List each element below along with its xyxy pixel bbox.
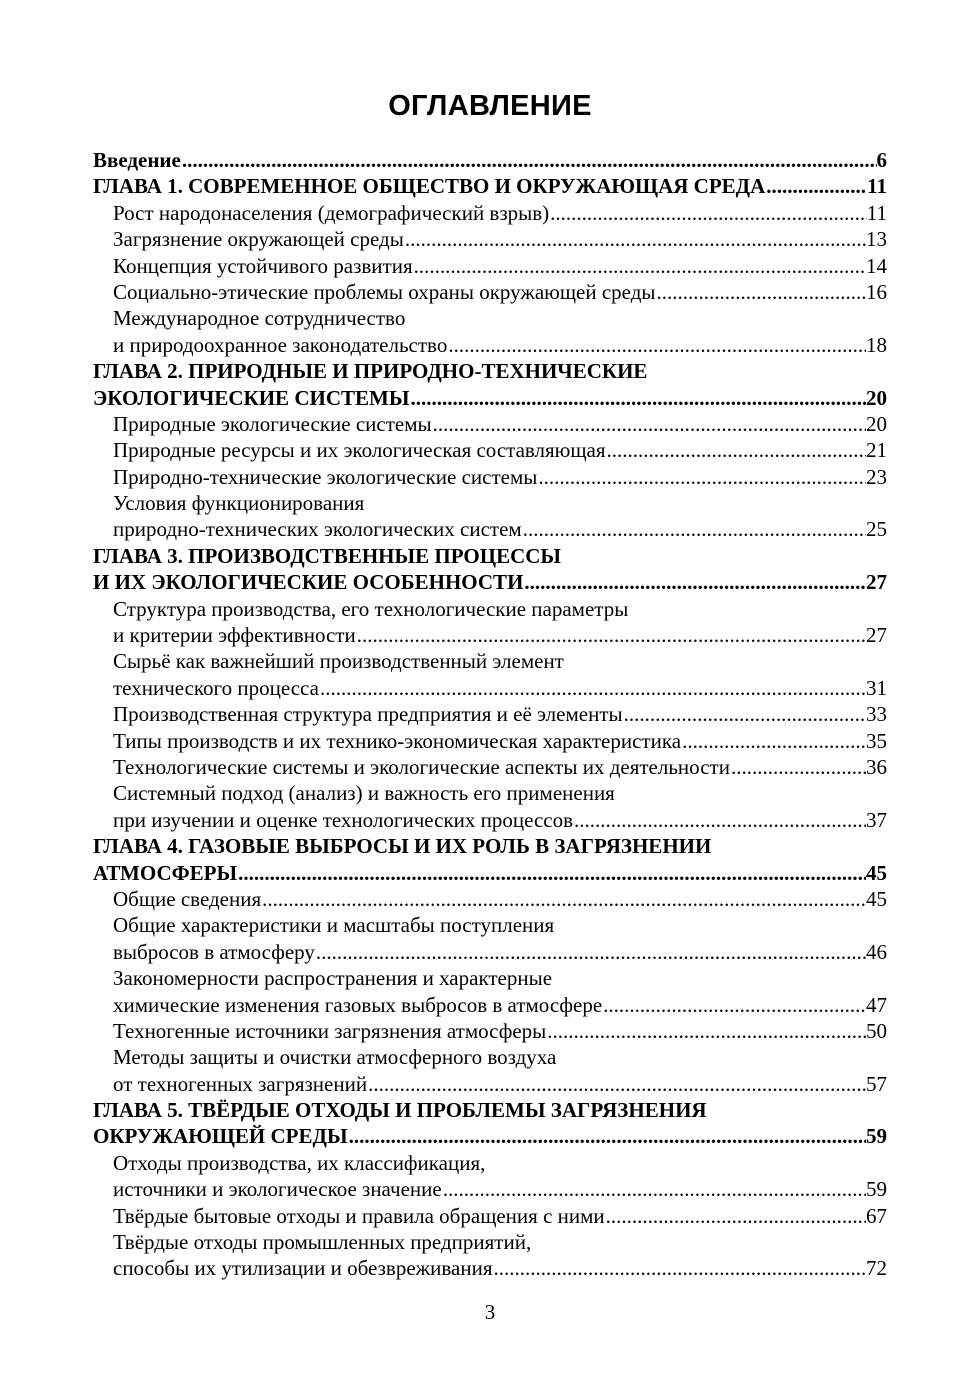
toc-entry — [93, 279, 887, 305]
toc-entry-title: источники и экологическое значение — [113, 1177, 442, 1202]
toc-page-number: 18 — [866, 332, 887, 357]
toc-entry-title: Отходы производства, их классификация, — [113, 1150, 486, 1175]
toc-entry-line — [93, 543, 887, 569]
dot-leader — [413, 253, 866, 279]
toc-entry-title: АТМОСФЕРЫ — [93, 860, 238, 885]
toc-page-number: 37 — [866, 807, 887, 832]
toc-entry-title: от техногенных загрязнений — [113, 1071, 368, 1096]
toc-page-number: 45 — [866, 886, 887, 911]
toc-entry — [93, 200, 887, 226]
toc-page-number: 59 — [866, 1177, 887, 1202]
toc-entry-title: Твёрдые бытовые отходы и правила обращения с ними — [113, 1203, 605, 1228]
toc-entry-title: Рост народонаселения (демографический взрыв) — [113, 200, 550, 225]
toc-entry — [93, 147, 887, 173]
toc-page-number: 14 — [866, 253, 887, 278]
toc-entry-title: ГЛАВА 5. ТВЁРДЫЕ ОТХОДЫ И ПРОБЛЕМЫ ЗАГРЯЗНЕНИЯ — [93, 1098, 707, 1123]
toc-entry — [93, 1123, 887, 1149]
toc-entry-line — [93, 965, 887, 991]
toc-page-number: 20 — [866, 411, 887, 436]
toc-page-number: 46 — [866, 939, 887, 964]
toc-entry-line — [93, 912, 887, 938]
toc-page-number: 27 — [866, 623, 887, 648]
toc-entry-title: и критерии эффективности — [113, 623, 356, 648]
toc-page-number: 11 — [867, 174, 887, 199]
toc-page-number: 31 — [866, 675, 887, 700]
dot-leader — [549, 200, 867, 226]
toc-page-number: 36 — [866, 754, 887, 779]
toc-entry-title: Производственная структура предприятия и её элементы — [113, 702, 623, 727]
toc-entry-title: И ИХ ЭКОЛОГИЧЕСКИЕ ОСОБЕННОСТИ — [93, 570, 524, 595]
dot-leader — [522, 516, 866, 542]
toc-entry — [93, 464, 887, 490]
toc-entry — [93, 622, 887, 648]
toc-page-number: 47 — [866, 992, 887, 1017]
toc-page-number: 72 — [866, 1256, 887, 1281]
toc-entry-title: Природные ресурсы и их экологическая составляющая — [113, 438, 606, 463]
dot-leader — [602, 992, 866, 1018]
toc-page-number: 45 — [866, 860, 887, 885]
toc-entry-title: технического процесса — [113, 675, 319, 700]
dot-leader — [606, 437, 866, 463]
dot-leader — [348, 1123, 866, 1149]
toc-entry-title: Типы производств и их технико-экономическая характеристика — [113, 728, 682, 753]
dot-leader — [181, 147, 877, 173]
dot-leader — [656, 279, 867, 305]
toc-entry-title: химические изменения газовых выбросов в атмосфере — [113, 992, 603, 1017]
toc-entry-line — [93, 490, 887, 516]
dot-leader — [605, 1203, 866, 1229]
toc-entry — [93, 701, 887, 727]
toc-entry-line — [93, 1150, 887, 1176]
table-of-contents — [93, 147, 887, 1282]
toc-entry-title: Введение — [93, 148, 181, 172]
dot-leader — [356, 622, 866, 648]
dot-leader — [765, 173, 867, 199]
toc-entry — [93, 411, 887, 437]
toc-entry — [93, 253, 887, 279]
toc-entry-title: Общие сведения — [113, 886, 262, 911]
toc-entry-title: способы их утилизации и обезвреживания — [113, 1256, 493, 1281]
toc-entry-title: Природные экологические системы — [113, 411, 432, 436]
toc-page-number: 33 — [866, 702, 887, 727]
toc-entry-title: Технологические системы и экологические аспекты их деятельности — [113, 754, 730, 779]
toc-entry-title: выбросов в атмосферу — [113, 939, 315, 964]
toc-entry — [93, 226, 887, 252]
toc-entry-title: ГЛАВА 3. ПРОИЗВОДСТВЕННЫЕ ПРОЦЕССЫ — [93, 543, 562, 568]
dot-leader — [623, 701, 866, 727]
toc-entry — [93, 992, 887, 1018]
toc-entry-title: ЭКОЛОГИЧЕСКИЕ СИСТЕМЫ — [93, 385, 410, 410]
toc-entry-line — [93, 780, 887, 806]
toc-entry-title: при изучении и оценке технологических процессов — [113, 807, 574, 832]
toc-entry-title: Концепция устойчивого развития — [113, 253, 413, 278]
page-number: 3 — [484, 1300, 496, 1324]
toc-entry — [93, 939, 887, 965]
toc-entry — [93, 860, 887, 886]
toc-entry-line — [93, 358, 887, 384]
toc-page-number: 35 — [866, 728, 887, 753]
toc-entry-title: и природоохранное законодательство — [113, 332, 448, 357]
dot-leader — [409, 385, 866, 411]
toc-entry-title: Сырьё как важнейший производственный элемент — [113, 649, 564, 674]
toc-page-number: 59 — [866, 1124, 887, 1149]
toc-entry-line — [93, 1229, 887, 1255]
dot-leader — [367, 1071, 866, 1097]
page-title: ОГЛАВЛЕНИЕ — [388, 90, 592, 122]
toc-entry-title: Техногенные источники загрязнения атмосферы — [113, 1018, 547, 1043]
toc-entry — [93, 516, 887, 542]
dot-leader — [261, 886, 866, 912]
toc-page-number: 25 — [866, 517, 887, 542]
toc-entry-title: ГЛАВА 2. ПРИРОДНЫЕ И ПРИРОДНО-ТЕХНИЧЕСКИЕ — [93, 359, 648, 384]
toc-page-number: 57 — [866, 1071, 887, 1096]
toc-entry-title: ОКРУЖАЮЩЕЙ СРЕДЫ — [93, 1124, 348, 1149]
toc-entry-title: Загрязнение окружающей среды — [113, 227, 404, 252]
toc-entry — [93, 1071, 887, 1097]
toc-page-number: 21 — [866, 438, 887, 463]
toc-entry — [93, 385, 887, 411]
toc-entry — [93, 675, 887, 701]
dot-leader — [537, 464, 866, 490]
toc-entry-title: Закономерности распространения и характерные — [113, 966, 553, 991]
toc-entry-title: Социально-этические проблемы охраны окружающей среды — [113, 279, 656, 304]
dot-leader — [404, 226, 866, 252]
dot-leader — [681, 728, 866, 754]
toc-page-number: 16 — [866, 279, 887, 304]
toc-page-number: 27 — [866, 570, 887, 595]
toc-entry-line — [93, 648, 887, 674]
toc-entry-title: Системный подход (анализ) и важность его применения — [113, 781, 615, 806]
toc-entry-line — [93, 305, 887, 331]
dot-leader — [573, 807, 866, 833]
toc-entry-title: ГЛАВА 4. ГАЗОВЫЕ ВЫБРОСЫ И ИХ РОЛЬ В ЗАГРЯЗНЕНИИ — [93, 834, 712, 859]
toc-page-number: 67 — [866, 1203, 887, 1228]
toc-entry — [93, 173, 887, 199]
toc-page-number: 50 — [866, 1018, 887, 1043]
toc-entry — [93, 1203, 887, 1229]
toc-entry-line — [93, 596, 887, 622]
toc-entry-line — [93, 1097, 887, 1123]
dot-leader — [442, 1176, 866, 1202]
dot-leader — [546, 1018, 866, 1044]
dot-leader — [237, 860, 866, 886]
toc-entry — [93, 332, 887, 358]
toc-entry-title: Международное сотрудничество — [113, 306, 406, 331]
toc-entry-title: Структура производства, его технологические параметры — [113, 596, 629, 621]
toc-entry — [93, 1255, 887, 1281]
dot-leader — [447, 332, 866, 358]
toc-entry-line — [93, 1044, 887, 1070]
dot-leader — [493, 1255, 867, 1281]
dot-leader — [730, 754, 866, 780]
toc-entry-title: Условия функционирования — [113, 491, 365, 516]
dot-leader — [523, 569, 866, 595]
toc-entry — [93, 754, 887, 780]
toc-entry-title: ГЛАВА 1. СОВРЕМЕННОЕ ОБЩЕСТВО И ОКРУЖАЮЩАЯ СРЕДА — [93, 174, 766, 199]
toc-entry — [93, 807, 887, 833]
toc-page-number: 23 — [866, 464, 887, 489]
toc-entry-title: Природно-технические экологические системы — [113, 464, 538, 489]
toc-entry — [93, 437, 887, 463]
dot-leader — [315, 939, 866, 965]
toc-entry-title: природно-технических экологических систем — [113, 517, 522, 542]
toc-page-number: 13 — [866, 227, 887, 252]
toc-entry — [93, 728, 887, 754]
toc-page-number: 11 — [866, 200, 887, 225]
toc-entry — [93, 1018, 887, 1044]
toc-entry — [93, 569, 887, 595]
dot-leader — [432, 411, 866, 437]
toc-entry-title: Методы защиты и очистки атмосферного воздуха — [113, 1045, 557, 1070]
toc-entry — [93, 1176, 887, 1202]
toc-page-number: 6 — [876, 148, 887, 172]
toc-entry-title: Твёрдые отходы промышленных предприятий, — [113, 1230, 532, 1255]
dot-leader — [319, 675, 866, 701]
toc-entry — [93, 886, 887, 912]
toc-entry-line — [93, 833, 887, 859]
toc-entry-title: Общие характеристики и масштабы поступления — [113, 913, 555, 938]
toc-page-number: 20 — [866, 385, 887, 410]
